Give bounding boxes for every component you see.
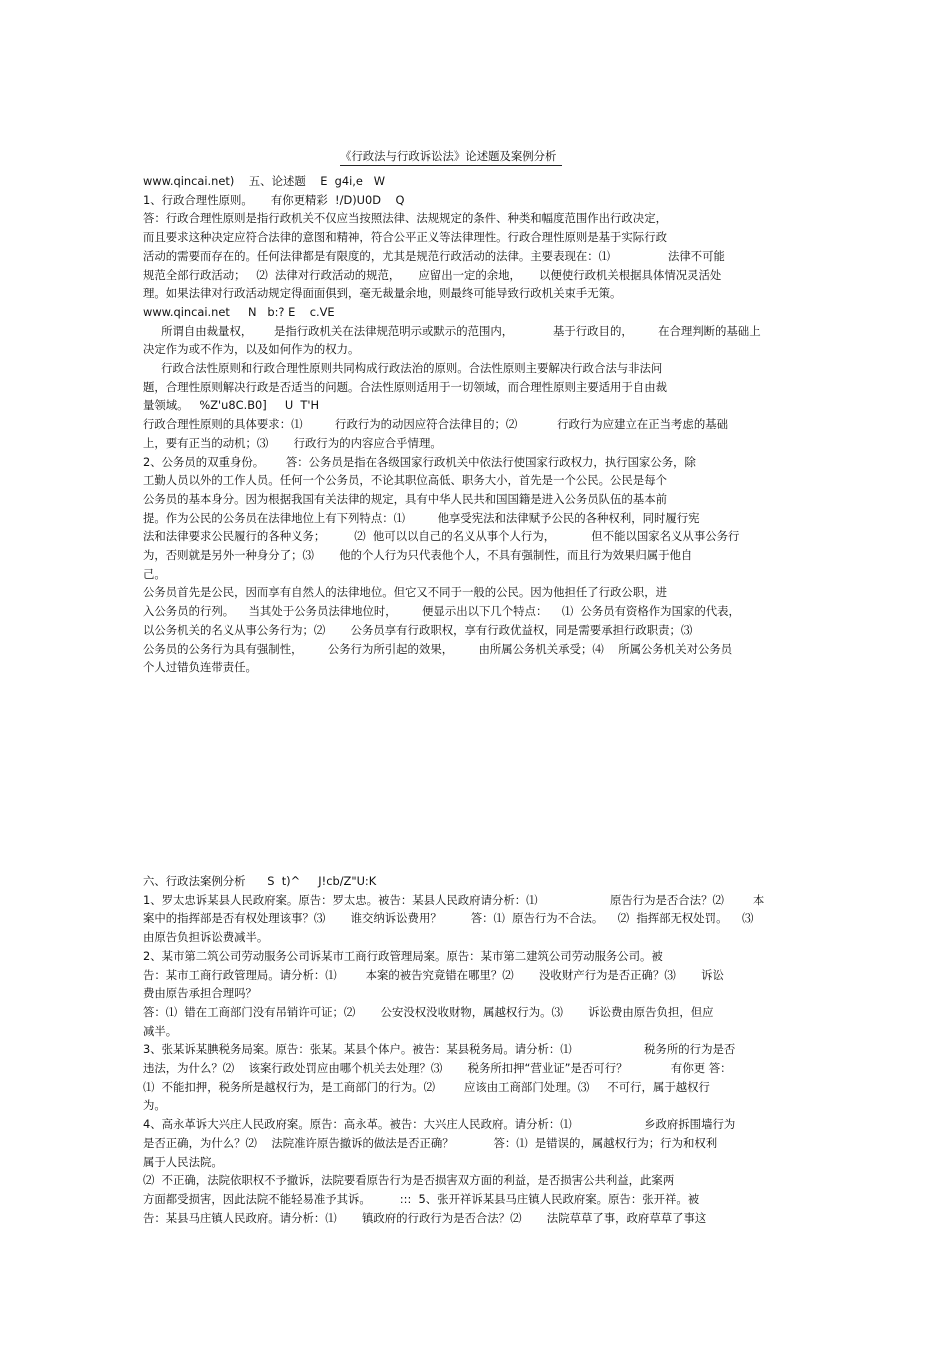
text-line: 法和法律要求公民履行的各种义务； ⑵ 他可以以自己的名义从事个人行为， 但不能以国家名义从事公务行 <box>143 529 740 544</box>
text-line: 量领域。 %Z'u8C.B0] U T'H <box>143 398 320 413</box>
text-line: 理。如果法律对行政活动规定得面面俱到，毫无裁量余地，则最终可能导致行政机关束手无策。 <box>143 286 622 301</box>
text-line: 费由原告承担合理吗？ <box>143 986 257 1001</box>
text-line: 2、某市第二筑公司劳动服务公司诉某市工商行政管理局案。原告：某市第二建筑公司劳动服务公司。被 <box>143 948 663 963</box>
text-line: 决定作为或不作为，以及如何作为的权力。 <box>143 342 360 357</box>
text-line: 1、罗太忠诉某县人民政府案。原告：罗太忠。被告：某县人民政府请分析：⑴ 原告行为是否合法？⑵ 本 <box>143 892 765 907</box>
text-line: 工勤人员以外的工作人员。任何一个公务员，不论其职位高低、职务大小，首先是一个公民。公民是每个 <box>143 473 667 488</box>
text-line: www.qincai.net N b:? E c.VE <box>143 304 335 319</box>
text-line: 己。 <box>143 566 166 581</box>
text-line: 个人过错负连带责任。 <box>143 660 257 675</box>
text-line: 所谓自由裁量权， 是指行政机关在法律规范明示或默示的范围内， 基于行政目的， 在合理判断的基础上 <box>143 323 761 338</box>
text-line: 而且要求这种决定应符合法律的意图和精神，符合公平正义等法律理性。行政合理性原则是基于实际行政 <box>143 230 667 245</box>
document-title: 《行政法与行政诉讼法》论述题及案例分析 <box>340 149 562 166</box>
text-line: 方面都受损害，因此法院不能轻易准予其诉。 ::: 5、张开祥诉某县马庄镇人民政府案。原告：张开祥。被 <box>143 1191 700 1206</box>
text-line: 入公务员的行列。 当其处于公务员法律地位时， 便显示出以下几个特点： ⑴ 公务员有资格作为国家的代表， <box>143 604 740 619</box>
text-line: 活动的需要而存在的。任何法律都是有限度的，尤其是规范行政活动的法律。主要表现在：⑴ 法律不可能 <box>143 248 725 263</box>
text-line: 公务员的基本身分。因为根据我国有关法律的规定，具有中华人民共和国国籍是进入公务员队伍的基本前 <box>143 491 667 506</box>
text-line: 答：行政合理性原则是指行政机关不仅应当按照法律、法规规定的条件、种类和幅度范围作出行政决定， <box>143 211 667 226</box>
text-line: www.qincai.net) 五、论述题 E g4i,e W <box>143 174 386 188</box>
text-line: 题，合理性原则解决行政是否适当的问题。合法性原则适用于一切领域，而合理性原则主要适用于自由裁 <box>143 379 667 394</box>
text-line: 告：某县马庄镇人民政府。请分析：⑴ 镇政府的行政行为是否合法？⑵ 法院草草了事，政府草草了事这 <box>143 1210 707 1225</box>
text-line: 违法，为什么？⑵ 该案行政处罚应由哪个机关去处理？⑶ 税务所扣押“营业证”是否可行？ 有你更 答： <box>143 1061 732 1075</box>
text-line: 答：⑴ 错在工商部门没有吊销许可证；⑵ 公安没权没收财物，属越权行为。⑶ 诉讼费由原告负担，但应 <box>143 1004 714 1019</box>
text-line: 公务员的公务行为具有强制性， 公务行为所引起的效果， 由所属公务机关承受；⑷ 所属公务机关对公务员 <box>143 641 733 656</box>
text-line: 2、公务员的双重身份。 答：公务员是指在各级国家行政机关中依法行使国家行政权力，执行国家公务，除 <box>143 454 696 469</box>
text-line: 六、行政法案例分析 S t)^ J!cb/Z"U:K <box>143 874 377 888</box>
text-line: 属于人民法院。 <box>143 1154 223 1169</box>
text-line: ⑴ 不能扣押，税务所是越权行为，是工商部门的行为。⑵ 应该由工商部门处理。⑶ 不可行，属于越权行 <box>143 1079 710 1094</box>
text-line: 规范全部行政活动； ⑵ 法律对行政活动的规范， 应留出一定的余地， 以便使行政机关根据具体情况灵活处 <box>143 267 722 282</box>
text-line: 4、高永革诉大兴庄人民政府案。原告：高永革。被告：大兴庄人民政府。请分析：⑴ 乡政府拆围墙行为 <box>143 1117 736 1132</box>
text-line: 以公务机关的名义从事公务行为；⑵ 公务员享有行政职权，享有行政优益权，同是需要承担行政职责；⑶ <box>143 622 693 637</box>
text-line: 为，否则就是另外一种身分了；⑶ 他的个人行为只代表他个人，不具有强制性，而且行为效果归属于他自 <box>143 548 693 562</box>
text-line: 是否正确，为什么？⑵ 法院准许原告撤诉的做法是否正确？ 答：⑴ 是错误的，属越权行为；行为和权利 <box>143 1135 718 1150</box>
text-line: 行政合理性原则的具体要求：⑴ 行政行为的动因应符合法律目的；⑵ 行政行为应建立在正当考虑的基础 <box>143 417 728 432</box>
text-line: 案中的指挥部是否有权处理该事？⑶ 谁交纳诉讼费用？ 答：⑴ 原告行为不合法。 ⑵ 指挥部无权处罚。 ⑶ <box>143 911 754 926</box>
text-line: 公务员首先是公民，因而享有自然人的法律地位。但它又不同于一般的公民。因为他担任了行政公职，进 <box>143 585 667 600</box>
text-line: 上，要有正当的动机；⑶ 行政行为的内容应合乎情理。 <box>143 435 442 450</box>
text-line: 告：某市工商行政管理局。请分析：⑴ 本案的被告究竟错在哪里？⑵ 没收财产行为是否正确？⑶ 诉讼 <box>143 967 724 982</box>
text-line: 由原告负担诉讼费减半。 <box>143 930 269 945</box>
text-line: 1、行政合理性原则。 有你更精彩 !/D)U0D Q <box>143 192 405 207</box>
text-line: 行政合法性原则和行政合理性原则共同构成行政法治的原则。合法性原则主要解决行政合法与非法问 <box>143 361 663 375</box>
text-line: 为。 <box>143 1098 166 1113</box>
text-line: 3、张某诉某腆税务局案。原告：张某。某县个体户。被告：某县税务局。请分析：⑴ 税务所的行为是否 <box>143 1042 736 1057</box>
text-line: ⑵ 不正确，法院依职权不予撤诉，法院要看原告行为是否损害双方面的利益，是否损害公共利益，此案两 <box>143 1173 675 1188</box>
text-line: 减半。 <box>143 1023 178 1038</box>
text-line: 提。作为公民的公务员在法律地位上有下列特点：⑴ 他享受宪法和法律赋予公民的各种权利，同时履行宪 <box>143 510 700 525</box>
